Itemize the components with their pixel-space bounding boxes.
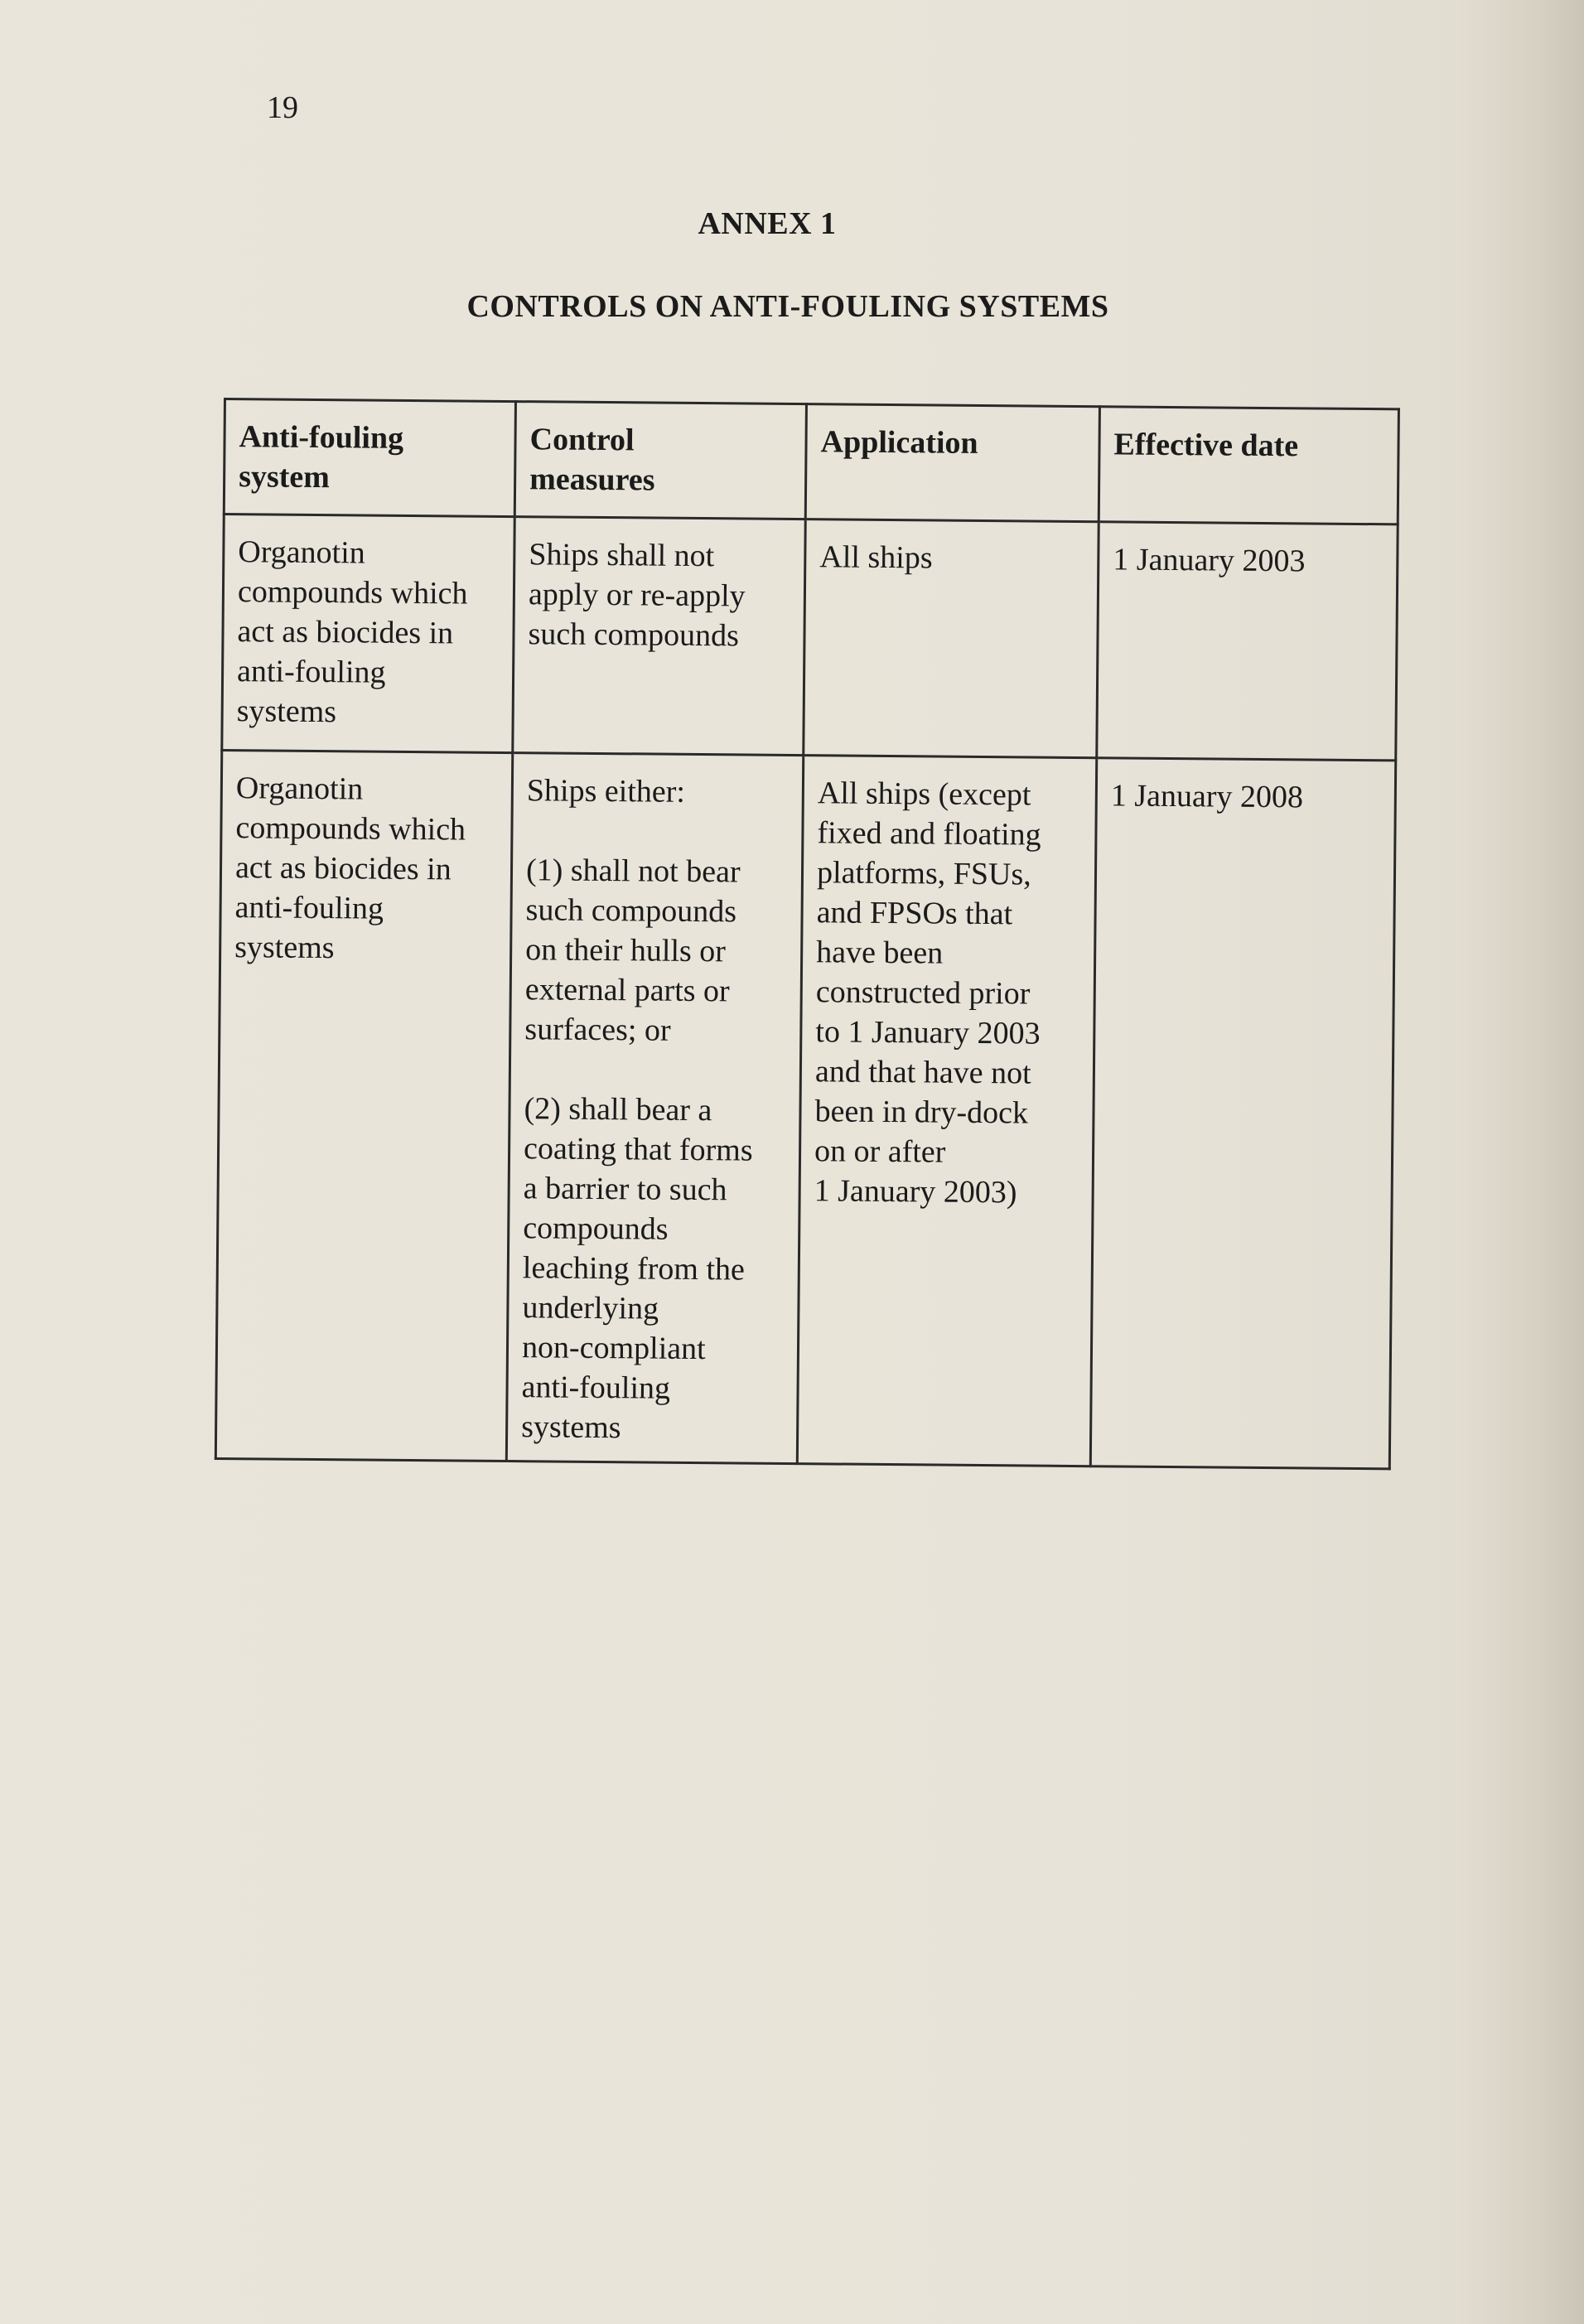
header-effective-date: Effective date bbox=[1099, 407, 1398, 524]
table-cell-system: Organotin compounds which act as biocides in anti-fouling systems bbox=[215, 750, 512, 1461]
table-cell-control: Ships shall not apply or re-apply such compounds bbox=[513, 517, 806, 756]
table-cell-application: All ships bbox=[804, 519, 1099, 758]
header-anti-fouling-system: Anti-fouling system bbox=[224, 399, 515, 517]
controls-table bbox=[215, 398, 1400, 1470]
table-cell-control: Ships either: (1) shall not bear such compounds on their hulls or external parts or surfaces; or (2) shall bear a coating that forms a barrier to such compounds leaching from the underlying non-compliant anti-fouling systems bbox=[506, 753, 803, 1464]
table-cell-application: All ships (except fixed and floating platforms, FSUs, and FPSOs that have been constructed prior to 1 January 2003 and that have not been in dry-dock on or after 1 January 2003) bbox=[797, 756, 1096, 1466]
section-title: CONTROLS ON ANTI-FOULING SYSTEMS bbox=[466, 289, 1109, 324]
annex-title: ANNEX 1 bbox=[698, 206, 837, 241]
table-cell-effective-date: 1 January 2008 bbox=[1090, 758, 1395, 1469]
table-row bbox=[222, 515, 1398, 761]
page-number: 19 bbox=[267, 90, 298, 125]
table-cell-system: Organotin compounds which act as biocides in anti-fouling systems bbox=[222, 515, 515, 753]
header-application: Application bbox=[805, 404, 1099, 522]
table-row bbox=[215, 750, 1395, 1468]
table-header-row bbox=[224, 399, 1398, 524]
header-control-measures: Control measures bbox=[514, 402, 806, 519]
table-cell-effective-date: 1 January 2003 bbox=[1097, 522, 1398, 761]
